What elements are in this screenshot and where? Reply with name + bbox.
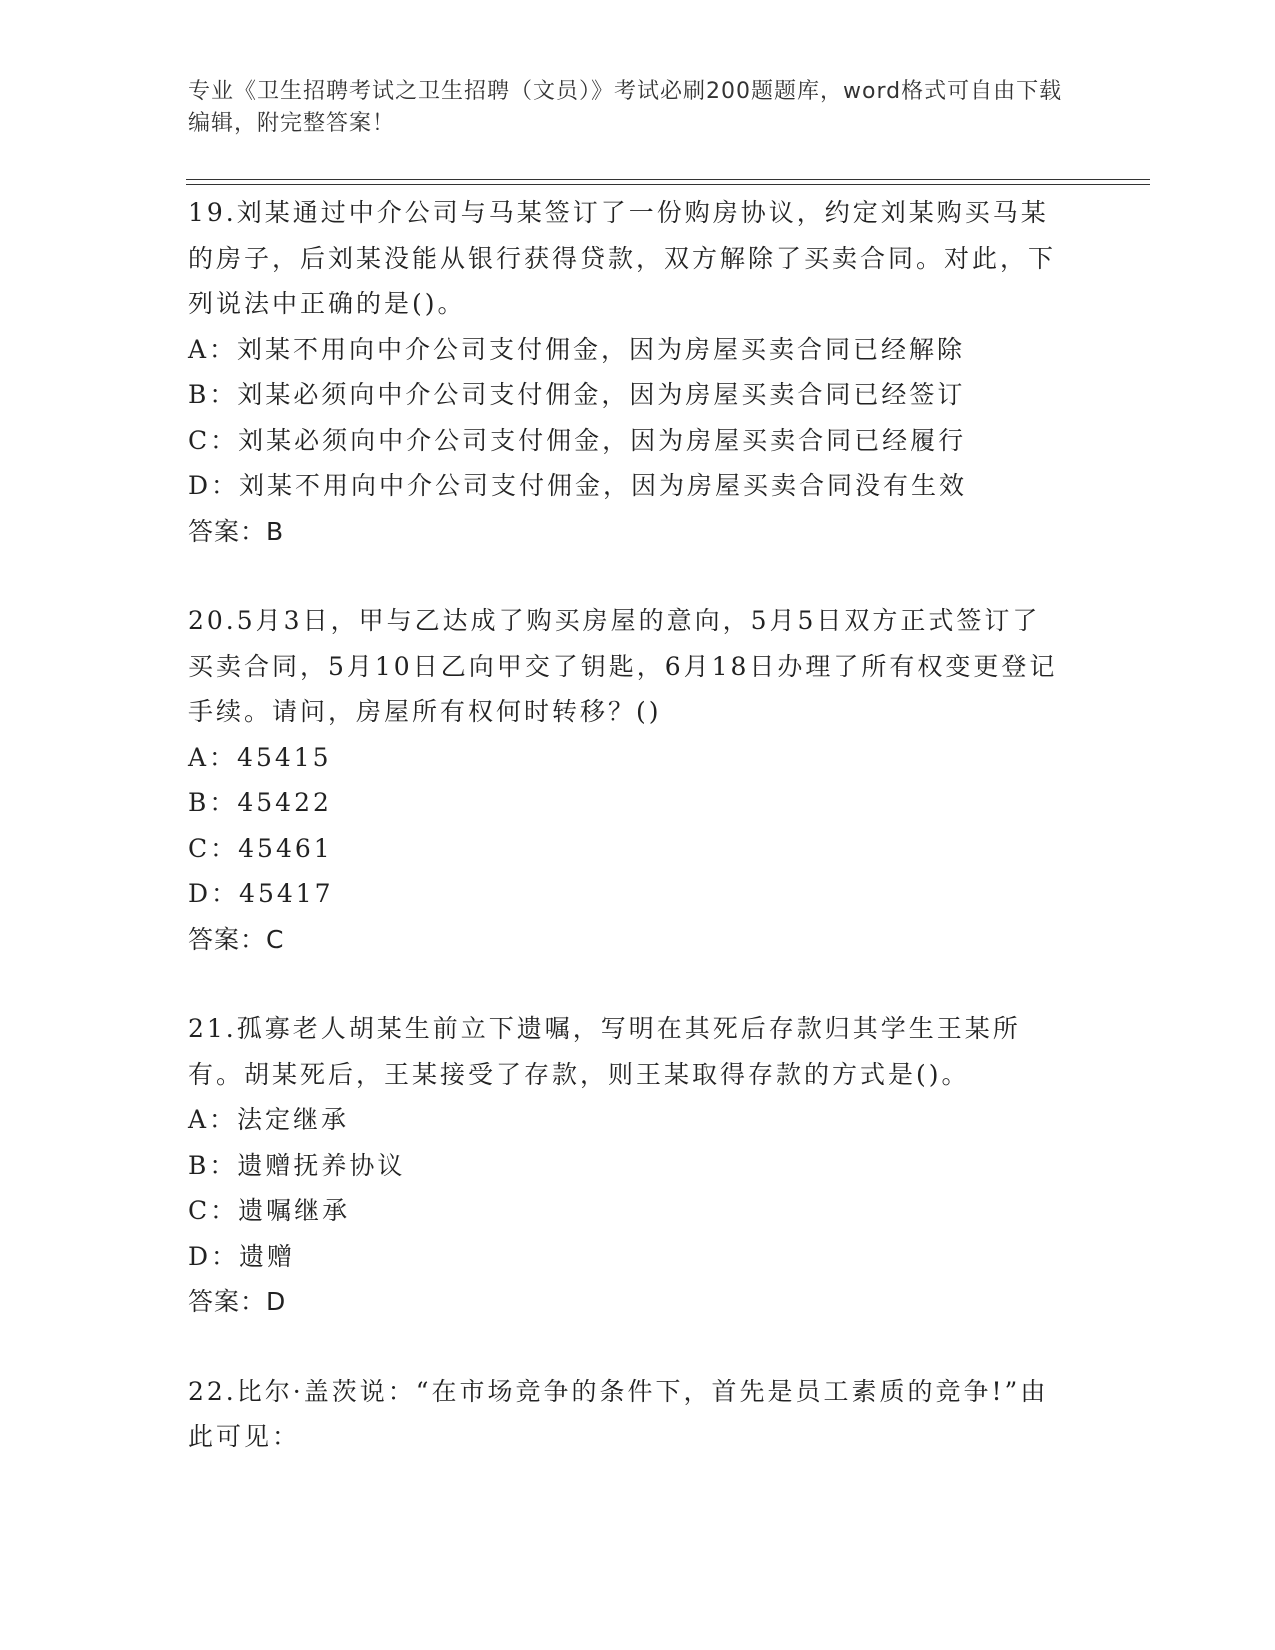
question-list: [188, 190, 1088, 1460]
option-a: A：法定继承: [188, 1105, 350, 1134]
question-21: [188, 1006, 1088, 1325]
option-d: D：遗赠: [188, 1241, 296, 1271]
option-d: D：45417: [188, 879, 334, 908]
header-rule-bottom: [186, 184, 1150, 185]
question-19: [188, 190, 1088, 554]
option-b: B：刘某必须向中介公司支付佣金，因为房屋买卖合同已经签订: [188, 380, 966, 409]
question-stem: 21.孤寡老人胡某生前立下遗嘱，写明在其死后存款归其学生王某所有。胡某死后，王某接受了存款，则王某取得存款的方式是()。: [188, 1014, 1021, 1089]
option-d: D：刘某不用向中介公司支付佣金，因为房屋买卖合同没有生效: [188, 471, 968, 500]
question-stem: 20.5月3日，甲与乙达成了购买房屋的意向，5月5日双方正式签订了买卖合同，5月10日乙向甲交了钥匙，6月18日办理了所有权变更登记手续。请问，房屋所有权何时转移？(): [188, 606, 1058, 726]
header-rule-top: [186, 179, 1150, 180]
document-header: 专业《卫生招聘考试之卫生招聘（文员）》考试必刷200题题库，word格式可自由下载编辑，附完整答案！: [188, 79, 1063, 136]
option-b: B：遗赠抚养协议: [188, 1150, 406, 1180]
option-a: A：45415: [188, 742, 332, 772]
question-stem: 22.比尔·盖茨说：“在市场竞争的条件下，首先是员工素质的竞争!”由此可见：: [188, 1376, 1049, 1451]
question-stem: 19.刘某通过中介公司与马某签订了一份购房协议，约定刘某购买马某的房子，后刘某没能从银行获得贷款，双方解除了买卖合同。对此，下列说法中正确的是()。: [188, 198, 1057, 318]
question-20: [188, 598, 1088, 962]
option-c: C：45461: [188, 833, 333, 863]
option-c: C：刘某必须向中介公司支付佣金，因为房屋买卖合同已经履行: [188, 425, 967, 455]
answer: 答案：D: [188, 1287, 287, 1316]
option-c: C：遗嘱继承: [188, 1196, 351, 1225]
option-b: B：45422: [188, 788, 332, 817]
answer: 答案：B: [188, 516, 285, 546]
answer: 答案：C: [188, 924, 285, 954]
question-22: [188, 1369, 1088, 1460]
option-a: A：刘某不用向中介公司支付佣金，因为房屋买卖合同已经解除: [188, 334, 966, 364]
